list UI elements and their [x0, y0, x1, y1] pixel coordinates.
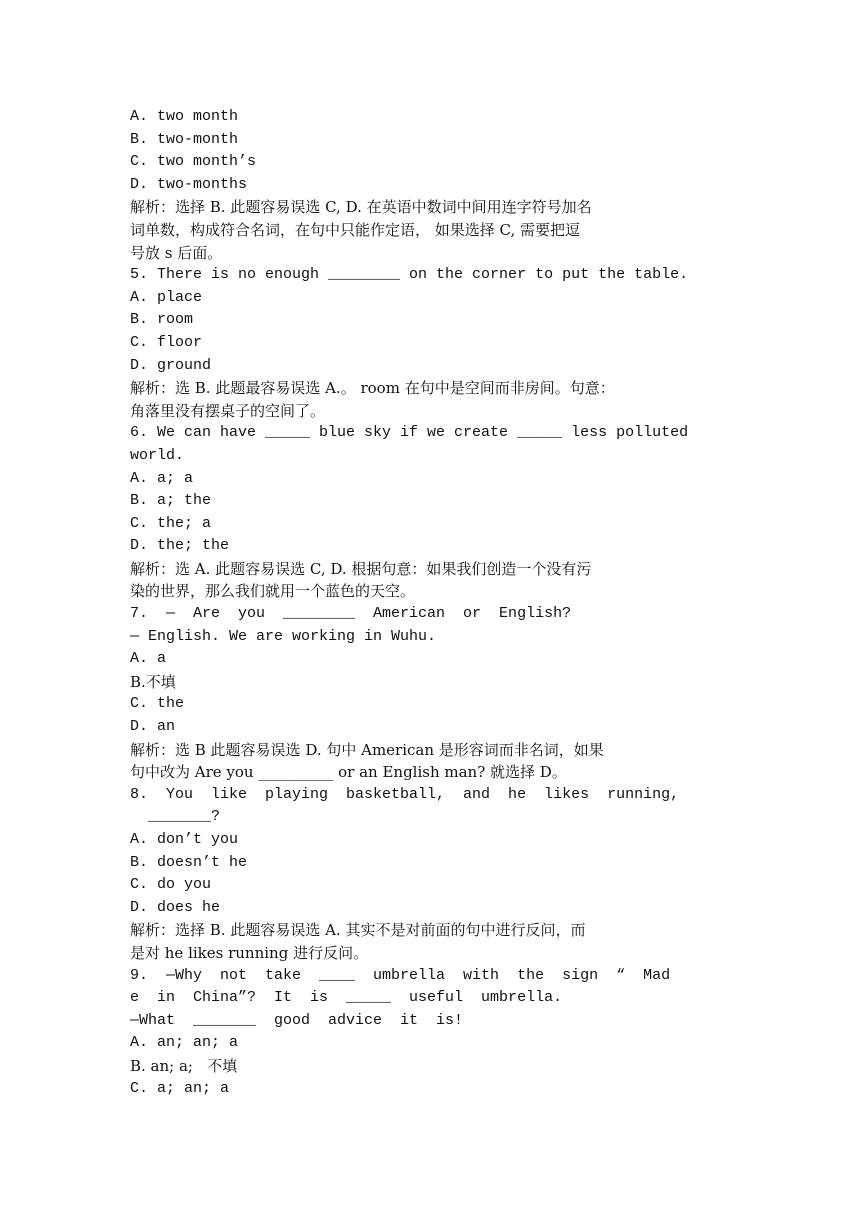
explanation-q5-line-2: 角落里没有摆桌子的空间了。: [130, 401, 326, 420]
option-b-q9: B. an; a; 不填: [130, 1056, 238, 1075]
option-d-q4: D. two-months: [130, 175, 248, 193]
option-b-q7: B.不填: [130, 672, 176, 691]
explanation-q4-line-2: 词单数，构成符合名词，在句中只能作定语， 如果选择 C, 需要把逗: [130, 220, 581, 239]
option-b-q5: B. room: [130, 311, 194, 329]
option-c-q5: C. floor: [130, 333, 203, 351]
option-a-q9: A. an; an; a: [130, 1034, 239, 1052]
explanation-q6-line-1: 解析：选 A. 此题容易误选 C, D. 根据句意：如果我们创造一个没有污: [130, 559, 592, 578]
option-a-q8: A. don’t you: [130, 831, 239, 848]
option-b-q8: B. doesn’t he: [130, 853, 248, 871]
explanation-q4-line-3: 号放 s 后面。: [130, 243, 223, 262]
question-9-line-3: —What _______ good advice it is!: [130, 1011, 464, 1029]
explanation-q7-line-2: 句中改为 Are you __________ or an English man? 就选择 D。: [130, 763, 567, 782]
explanation-q8-line-1: 解析：选择 B. 此题容易误选 A. 其实不是对前面的句中进行反问，而: [130, 921, 586, 940]
explanation-q6-line-2: 染的世界，那么我们就用一个蓝色的天空。: [130, 582, 416, 601]
question-8-line-1: 8. You like playing basketball, and he likes running,: [130, 785, 680, 803]
option-b-q6: B. a; the: [130, 492, 212, 510]
option-d-q6: D. the; the: [130, 537, 230, 555]
option-b-q4: B. two-month: [130, 130, 239, 148]
question-6-line-2: world.: [130, 446, 185, 464]
explanation-q8-line-2: 是对 he likes running 进行反问。: [130, 943, 369, 962]
option-a-q5: A. place: [130, 288, 203, 306]
option-a-q4: A. two month: [130, 108, 239, 125]
explanation-q7-line-1: 解析：选 B 此题容易误选 D. 句中 American 是形容词而非名词，如果: [130, 740, 604, 759]
option-c-q7: C. the: [130, 695, 185, 713]
option-d-q7: D. an: [130, 718, 176, 736]
explanation-q4-line-1: 解析：选择 B. 此题容易误选 C, D. 在英语中数词中间用连字符号加名: [130, 198, 592, 217]
explanation-q5-line-1: 解析：选 B. 此题最容易误选 A.。 room 在句中是空间而非房间。句意：: [130, 379, 615, 398]
question-9-line-2: e in China”? It is _____ useful umbrella.: [130, 989, 563, 1007]
option-c-q6: C. the; a: [130, 514, 212, 532]
option-d-q8: D. does he: [130, 898, 221, 916]
question-9-line-1: 9. —Why not take ____ umbrella with the sign “ Mad: [130, 966, 671, 984]
question-7-line-1: 7. — Are you ________ American or English?: [130, 605, 572, 623]
question-7-line-2: — English. We are working in Wuhu.: [130, 627, 437, 645]
option-c-q4: C. two month’s: [130, 153, 257, 171]
question-5: 5. There is no enough ________ on the corner to put the table.: [130, 266, 689, 284]
question-8-line-2: _______?: [130, 808, 221, 826]
option-a-q7: A. a: [130, 650, 167, 668]
option-c-q9: C. a; an; a: [130, 1079, 230, 1097]
option-d-q5: D. ground: [130, 356, 212, 374]
option-a-q6: A. a; a: [130, 469, 194, 487]
document-body: [130, 106, 730, 1100]
question-6-line-1: 6. We can have _____ blue sky if we create _____ less polluted: [130, 424, 689, 442]
option-c-q8: C. do you: [130, 876, 212, 894]
